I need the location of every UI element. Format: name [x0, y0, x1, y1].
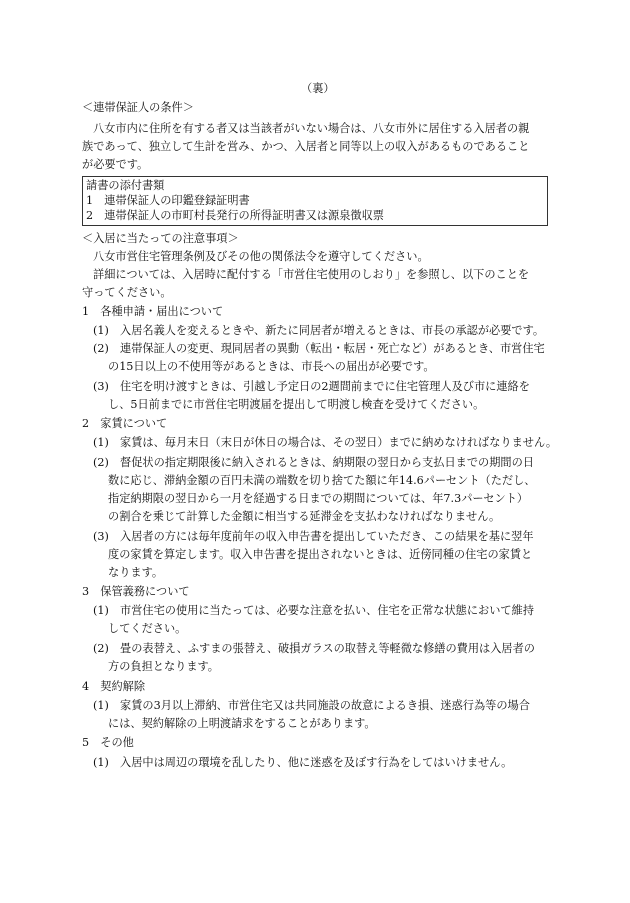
section-item-line: (2) 督促状の指定期限後に納入されるときは、納期限の翌日から支払日までの期間の日	[93, 456, 534, 469]
section-item-line: の割合を乗じて計算した金額に相当する延滞金を支払わなければなりません。	[108, 510, 501, 523]
section-item-line: 指定納期限の翌日から一月を経過する日までの期間については、年7.3パーセント）	[108, 492, 529, 505]
section-item-line: なります。	[108, 566, 164, 579]
section-title-applications: 1 各種申請・届出について	[82, 305, 224, 318]
section-title-rent: 2 家賃について	[82, 417, 168, 430]
section-item-line: (1) 市営住宅の使用に当たっては、必要な注意を払い、住宅を正常な状態において維持	[93, 604, 534, 617]
notes-intro-line: 詳細については、入居時に配付する「市営住宅使用のしおり」を参照し、以下のことを	[93, 268, 530, 281]
section-item-line: 方の負担となります。	[108, 660, 219, 673]
notes-heading: ＜入居に当たっての注意事項＞	[82, 232, 239, 245]
section-item-line: 度の家賃を算定します。収入申告書を提出されないときは、近傍同種の住宅の家賃と	[108, 548, 533, 561]
section-item-line: の15日以上の不使用等があるときは、市長への届出が必要です。	[108, 360, 435, 373]
section-item-line: (3) 住宅を明け渡すときは、引越し予定日の2週間前までに住宅管理人及び市に連絡を	[93, 380, 530, 393]
section-item-line: (1) 家賃は、毎月末日（末日が休日の場合は、その翌日）までに納めなければなりません。	[93, 436, 558, 449]
section-item-line: 数に応じ、滞納金額の百円未満の端数を切り捨てた額に年14.6パーセント（ただし、	[108, 474, 536, 487]
section-item-line: し、5日前までに市営住宅明渡届を提出して明渡し検査を受けてください。	[108, 398, 485, 411]
section-item-line: (1) 入居中は周辺の環境を乱したり、他に迷惑を及ぼす行為をしてはいけません。	[93, 756, 513, 769]
section-item-line: (2) 連帯保証人の変更、現同居者の異動（転出・転居・死亡など）があるとき、市営住宅	[93, 342, 545, 355]
back-side-mark: （裏）	[301, 82, 335, 95]
attachment-item: 1 連帯保証人の印鑑登録証明書	[86, 194, 250, 207]
section-title-other: 5 その他	[82, 736, 134, 749]
guarantor-heading: ＜連帯保証人の条件＞	[82, 101, 194, 114]
guarantor-body-line: 族であって、独立して生計を営み、かつ、入居者と同等以上の収入があるものであること	[82, 140, 530, 153]
section-item-line: (1) 入居名義人を変えるときや、新たに同居者が増えるときは、市長の承認が必要です。	[93, 324, 545, 337]
section-item-line: してください。	[108, 622, 187, 635]
section-title-termination: 4 契約解除	[82, 680, 146, 693]
section-item-line: (1) 家賃の3月以上滞納、市営住宅又は共同施設の故意によるき損、迷惑行為等の場合	[93, 699, 530, 712]
notes-intro-line: 守ってください。	[82, 286, 172, 299]
section-title-maintenance: 3 保管義務について	[82, 585, 190, 598]
notes-intro-line: 八女市営住宅管理条例及びその他の関係法令を遵守してください。	[93, 250, 429, 263]
guarantor-body-line: が必要です。	[82, 158, 149, 171]
attachment-item: 2 連帯保証人の市町村長発行の所得証明書又は源泉徴収票	[86, 209, 384, 222]
section-item-line: には、契約解除の上明渡請求をすることがあります。	[108, 717, 376, 730]
section-item-line: (3) 入居者の方には毎年度前年の収入申告書を提出していただき、この結果を基に翌年	[93, 530, 534, 543]
guarantor-body-line: 八女市内に住所を有する者又は当該者がいない場合は、八女市外に居住する入居者の親	[93, 122, 530, 135]
attachments-title: 請書の添付書類	[86, 179, 165, 192]
section-item-line: (2) 畳の表替え、ふすまの張替え、破損ガラスの取替え等軽微な修繕の費用は入居者の	[93, 642, 535, 655]
